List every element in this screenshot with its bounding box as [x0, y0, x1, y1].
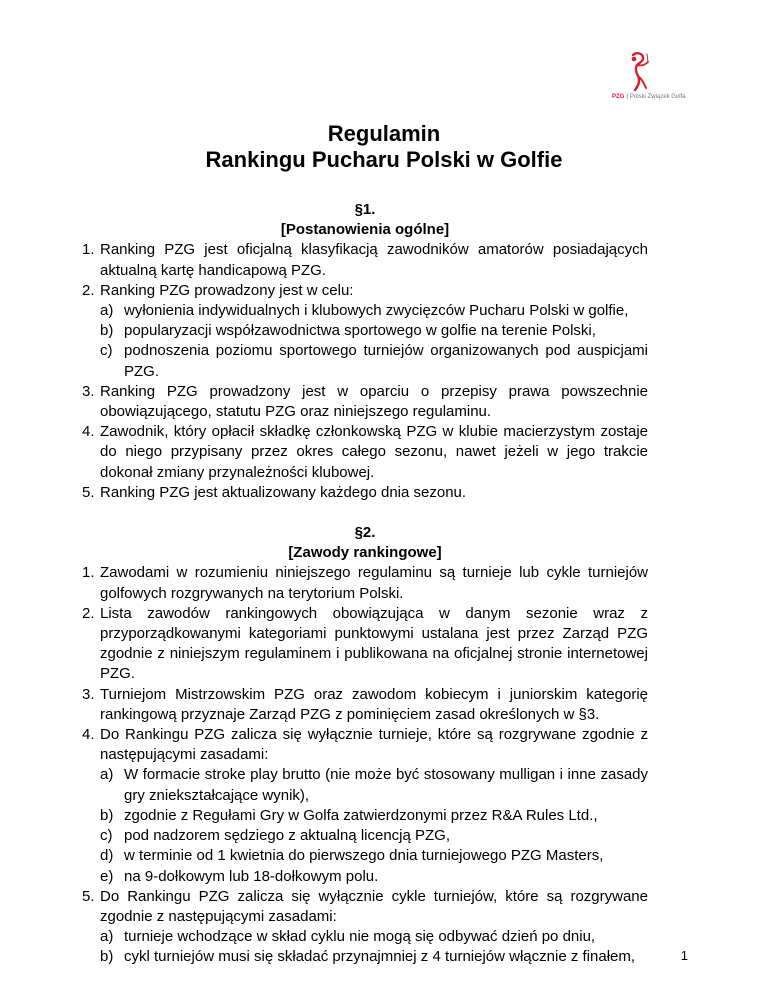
- logo-caption: [612, 94, 686, 100]
- sub-item-text: turnieje wchodzące w skład cyklu nie mogą się odbywać dzień po dniu,: [124, 928, 596, 946]
- item-text: Do Rankingu PZG zalicza się wyłącznie turnieje, które są rozgrywane zgodnie z następującymi zasadami:: [100, 726, 648, 764]
- list-item: [82, 422, 648, 483]
- sub-item: [100, 826, 648, 846]
- sub-item: [100, 927, 648, 947]
- pzg-logo: [612, 52, 692, 106]
- sub-item: [100, 867, 648, 887]
- item-number: 5.: [82, 887, 95, 905]
- item-number: 2.: [82, 281, 95, 299]
- list-item: [82, 483, 648, 503]
- sub-item-text: pod nadzorem sędziego z aktualną licencją PZG,: [124, 827, 451, 845]
- document-body: [82, 200, 648, 968]
- sub-item-letter: c): [100, 827, 113, 845]
- item-number: 3.: [82, 382, 95, 400]
- section-number: §2.: [354, 524, 376, 542]
- sub-item: [100, 806, 648, 826]
- sub-item: [100, 321, 648, 341]
- item-text: Ranking PZG jest aktualizowany każdego dnia sezonu.: [100, 483, 467, 501]
- sub-item-letter: d): [100, 847, 114, 865]
- sub-item-letter: b): [100, 322, 114, 340]
- list-item: [82, 563, 648, 603]
- golfer-logo-icon: [624, 52, 650, 92]
- item-text: Ranking PZG jest oficjalną klasyfikacją zawodników amatorów posiadających aktualną kartę handicapową PZG.: [100, 241, 648, 279]
- sub-item: [100, 947, 648, 967]
- list-item: [82, 240, 648, 280]
- sub-item: [100, 301, 648, 321]
- sub-item-text: zgodnie z Regułami Gry w Golfa zatwierdzonymi przez R&A Rules Ltd.,: [124, 806, 598, 824]
- sub-item-letter: c): [100, 342, 113, 360]
- sub-item-text: na 9-dołkowym lub 18-dołkowym polu.: [124, 867, 379, 885]
- item-number: 1.: [82, 564, 95, 582]
- section-items: [82, 563, 648, 967]
- sub-list: [100, 927, 648, 967]
- item-number: 1.: [82, 241, 95, 259]
- item-text: Ranking PZG prowadzony jest w oparciu o przepisy prawa powszechnie obowiązującego, statutu PZG oraz niniejszego regulaminu.: [100, 382, 648, 421]
- logo-abbr: PZG: [612, 94, 625, 100]
- sub-item: [100, 765, 648, 805]
- document-title-line1: Regulamin: [327, 121, 441, 146]
- item-text: Zawodnik, który opłacił składkę członkowską PZG w klubie macierzystym zostaje do niego przypisany przez okres całego sezonu, nawet jeżeli w jego trakcie dokonał zmiany przynależności klubowej.: [100, 423, 648, 481]
- list-item: [82, 685, 648, 725]
- section-spacer: [82, 503, 648, 523]
- sub-list: [100, 765, 648, 886]
- sub-item-letter: a): [100, 928, 114, 946]
- document-title-line2: Rankingu Pucharu Polski w Golfie: [205, 147, 563, 172]
- sub-item-text: cykl turniejów musi się składać przynajmniej z 4 turniejów włącznie z finałem,: [124, 948, 636, 966]
- page-number: 1: [680, 948, 688, 963]
- sub-item: [100, 341, 648, 381]
- sub-item: [100, 846, 648, 866]
- logo-separator: |: [626, 94, 628, 100]
- item-number: 5.: [82, 483, 95, 501]
- sub-list: [100, 301, 648, 382]
- item-text: Do Rankingu PZG zalicza się wyłącznie cykle turniejów, które są rozgrywane zgodnie z następującymi zasadami:: [100, 887, 648, 925]
- sub-item-text: w terminie od 1 kwietnia do pierwszego dnia turniejowego PZG Masters,: [124, 847, 604, 865]
- item-text: Zawodami w rozumieniu niniejszego regulaminu są turnieje lub cykle turniejów golfowych rozgrywanych na terytorium Polski.: [100, 564, 648, 602]
- section-1: [82, 200, 648, 503]
- sub-item-text: W formacie stroke play brutto (nie może być stosowany mulligan i inne zasady gry zniekształcające wynik),: [124, 766, 648, 804]
- section-heading: [Postanowienia ogólne]: [280, 221, 450, 239]
- item-text: Ranking PZG prowadzony jest w celu:: [100, 281, 354, 299]
- sub-item-text: popularyzacji współzawodnictwa sportowego w golfie na terenie Polski,: [124, 322, 596, 340]
- item-number: 2.: [82, 604, 95, 622]
- list-item: [82, 604, 648, 685]
- sub-item-text: wyłonienia indywidualnych i klubowych zwycięzców Pucharu Polski w golfie,: [124, 302, 629, 320]
- item-text: Turniejom Mistrzowskim PZG oraz zawodom kobiecym i juniorskim kategorię rankingową przyznaje Zarząd PZG z pominięciem zasad określonych w §3.: [100, 685, 648, 723]
- list-item: [82, 887, 648, 968]
- item-number: 4.: [82, 423, 95, 441]
- sub-item-letter: b): [100, 948, 114, 966]
- item-number: 3.: [82, 685, 95, 703]
- item-number: 4.: [82, 726, 95, 744]
- list-item: [82, 725, 648, 887]
- list-item: [82, 281, 648, 382]
- item-text: Lista zawodów rankingowych obowiązująca w danym sezonie wraz z przyporządkowanymi kategoriami punktowymi ustalana jest przez Zarząd PZG zgodnie z niniejszym regulaminem i publikowana na oficjalnej stronie internetowej PZG.: [100, 604, 648, 683]
- section-heading: [Zawody rankingowe]: [288, 544, 442, 562]
- sub-item-letter: b): [100, 806, 114, 824]
- sub-item-text: podnoszenia poziomu sportowego turniejów organizowanych pod auspicjami PZG.: [124, 342, 648, 380]
- section-number: §1.: [354, 201, 376, 218]
- sub-item-letter: e): [100, 867, 114, 885]
- list-item: [82, 382, 648, 422]
- section-2: [82, 523, 648, 967]
- logo-name: Polski Związek Golfa: [629, 94, 686, 100]
- sub-item-letter: a): [100, 766, 114, 784]
- section-items: [82, 240, 648, 503]
- sub-item-letter: a): [100, 302, 114, 320]
